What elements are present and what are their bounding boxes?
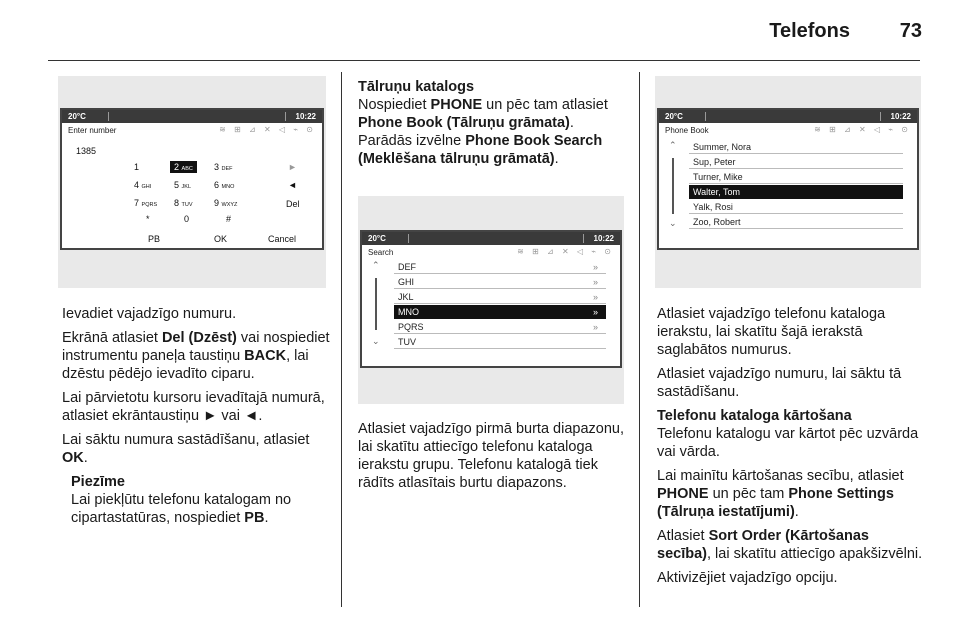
temperature: 20°C — [68, 112, 86, 121]
list-item[interactable]: DEF » — [394, 260, 606, 274]
key-star[interactable]: * — [146, 214, 150, 224]
scroll-down-icon[interactable]: ⌄ — [372, 336, 380, 346]
paragraph: Atlasiet vajadzīgo pirmā burta diapazonu, lai skatītu attiecīgo telefonu kataloga ierakstu grupu. Telefonu katalogā tiek rādīts atlasītais burtu diapazons. — [358, 421, 624, 491]
key-6[interactable]: 6 MNO — [214, 180, 235, 190]
cursor-left-button[interactable]: ◄ — [288, 180, 297, 190]
paragraph: Lai pārvietotu kursoru ievadītajā numurā, atlasiet ekrāntaustiņu ► vai ◄. — [62, 390, 325, 424]
phonebook-screen — [657, 108, 919, 250]
key-2[interactable]: 2 ABC — [170, 161, 197, 173]
list-item[interactable]: GHI » — [394, 275, 606, 289]
pb-button[interactable]: PB — [148, 234, 161, 244]
list-item[interactable]: PQRS » — [394, 320, 606, 334]
key-9[interactable]: 9 WXYZ — [214, 198, 238, 208]
ok-button[interactable]: OK — [214, 234, 228, 244]
status-bar — [62, 110, 322, 123]
key-hash[interactable]: # — [226, 214, 232, 224]
status-bar — [362, 232, 620, 245]
paragraph: Telefonu katalogu var kārtot pēc uzvārda vai vārda. — [657, 426, 919, 460]
status-separator — [408, 234, 409, 243]
keypad-screenshot — [58, 76, 326, 288]
cancel-button[interactable]: Cancel — [268, 234, 297, 244]
column-2-text-top — [358, 78, 626, 174]
key-1[interactable]: 1 — [134, 162, 140, 172]
status-separator — [583, 234, 584, 243]
header-rule — [48, 60, 920, 61]
list-item-selected[interactable]: Walter, Tom — [689, 185, 903, 199]
temperature: 20°C — [368, 234, 386, 243]
screen-title: Enter number — [68, 126, 117, 135]
paragraph: Atlasiet vajadzīgo telefonu kataloga ierakstu, lai skatītu šajā ierakstā saglabātos numurus. — [657, 306, 886, 358]
status-icons: ≋ ⊞ ⊿ ✕ ◁ ⌁ ⊙ — [219, 125, 316, 134]
screen-title: Phone Book — [665, 126, 709, 135]
del-button[interactable]: Del — [286, 199, 300, 209]
paragraph: Atlasiet vajadzīgo numuru, lai sāktu tā sastādīšanu. — [657, 366, 902, 400]
status-separator — [285, 112, 286, 121]
paragraph: Lai sāktu numura sastādīšanu, atlasiet OK. — [62, 432, 310, 466]
list-item[interactable]: Zoo, Robert — [689, 215, 903, 229]
scroll-up-icon[interactable]: ⌃ — [372, 260, 380, 270]
list-item-selected[interactable]: MNO » — [394, 305, 606, 319]
scrollbar[interactable] — [375, 278, 377, 330]
column-1-text — [62, 305, 334, 533]
key-4[interactable]: 4 GHI — [134, 180, 152, 190]
search-screenshot — [358, 196, 624, 404]
key-0[interactable]: 0 — [184, 214, 190, 224]
scrollbar[interactable] — [672, 158, 674, 214]
column-3-text — [657, 305, 925, 593]
paragraph: Aktivizējiet vajadzīgo opciju. — [657, 570, 838, 586]
column-divider-1 — [341, 72, 342, 607]
key-3[interactable]: 3 DEF — [214, 162, 233, 172]
paragraph: Nospiediet PHONE un pēc tam atlasiet Phone Book (Tālruņu grāmata). Parādās izvēlne Phone Book Search (Meklēšana tālruņu grāmatā). — [358, 97, 608, 167]
temperature: 20°C — [665, 112, 683, 121]
column-2-text-bottom — [358, 420, 628, 498]
scroll-down-icon[interactable]: ⌄ — [669, 218, 677, 228]
note-text: Lai piekļūtu telefonu katalogam no cipartastatūras, nospiediet PB. — [71, 492, 292, 526]
status-separator — [880, 112, 881, 121]
entered-number: 1385 — [76, 146, 97, 156]
section-heading: Telefonu kataloga kārtošana — [657, 408, 852, 424]
cursor-right-button[interactable]: ► — [288, 162, 297, 172]
list-item[interactable]: Yalk, Rosi — [689, 200, 903, 214]
list-item[interactable]: Sup, Peter — [689, 155, 903, 169]
key-8[interactable]: 8 TUV — [174, 198, 193, 208]
status-icons: ≋ ⊞ ⊿ ✕ ◁ ⌁ ⊙ — [517, 247, 614, 256]
clock: 10:22 — [593, 234, 614, 243]
column-divider-2 — [639, 72, 640, 607]
search-screen — [360, 230, 622, 368]
section-heading: Tālruņu katalogs — [358, 79, 475, 95]
status-separator — [108, 112, 109, 121]
list-item[interactable]: JKL » — [394, 290, 606, 304]
clock: 10:22 — [890, 112, 911, 121]
paragraph: Ekrānā atlasiet Del (Dzēst) vai nospiediet instrumentu paneļa taustiņu BACK, lai dzēstu pēdējo ievadīto ciparu. — [62, 330, 330, 382]
page-number: 73 — [899, 20, 922, 42]
scroll-up-icon[interactable]: ⌃ — [669, 140, 677, 150]
paragraph: Atlasiet Sort Order (Kārtošanas secība), lai skatītu attiecīgo apakšizvēlni. — [657, 528, 923, 562]
list-item[interactable]: Turner, Mike — [689, 170, 903, 184]
note-box — [62, 473, 334, 527]
clock: 10:22 — [295, 112, 316, 121]
status-separator — [705, 112, 706, 121]
list-item[interactable]: TUV — [394, 335, 606, 349]
key-5[interactable]: 5 JKL — [174, 180, 192, 190]
note-heading: Piezīme — [71, 474, 125, 490]
paragraph: Lai mainītu kārtošanas secību, atlasiet PHONE un pēc tam Phone Settings (Tālruņa iestatījumi). — [657, 468, 904, 520]
paragraph: Ievadiet vajadzīgo numuru. — [62, 306, 237, 322]
key-7[interactable]: 7 PQRS — [134, 198, 158, 208]
running-header-title: Telefons — [769, 20, 850, 42]
status-icons: ≋ ⊞ ⊿ ✕ ◁ ⌁ ⊙ — [814, 125, 911, 134]
keypad-screen — [60, 108, 324, 250]
screen-title: Search — [368, 248, 394, 257]
list-item[interactable]: Summer, Nora — [689, 140, 903, 154]
phonebook-screenshot — [655, 76, 921, 288]
status-bar — [659, 110, 917, 123]
